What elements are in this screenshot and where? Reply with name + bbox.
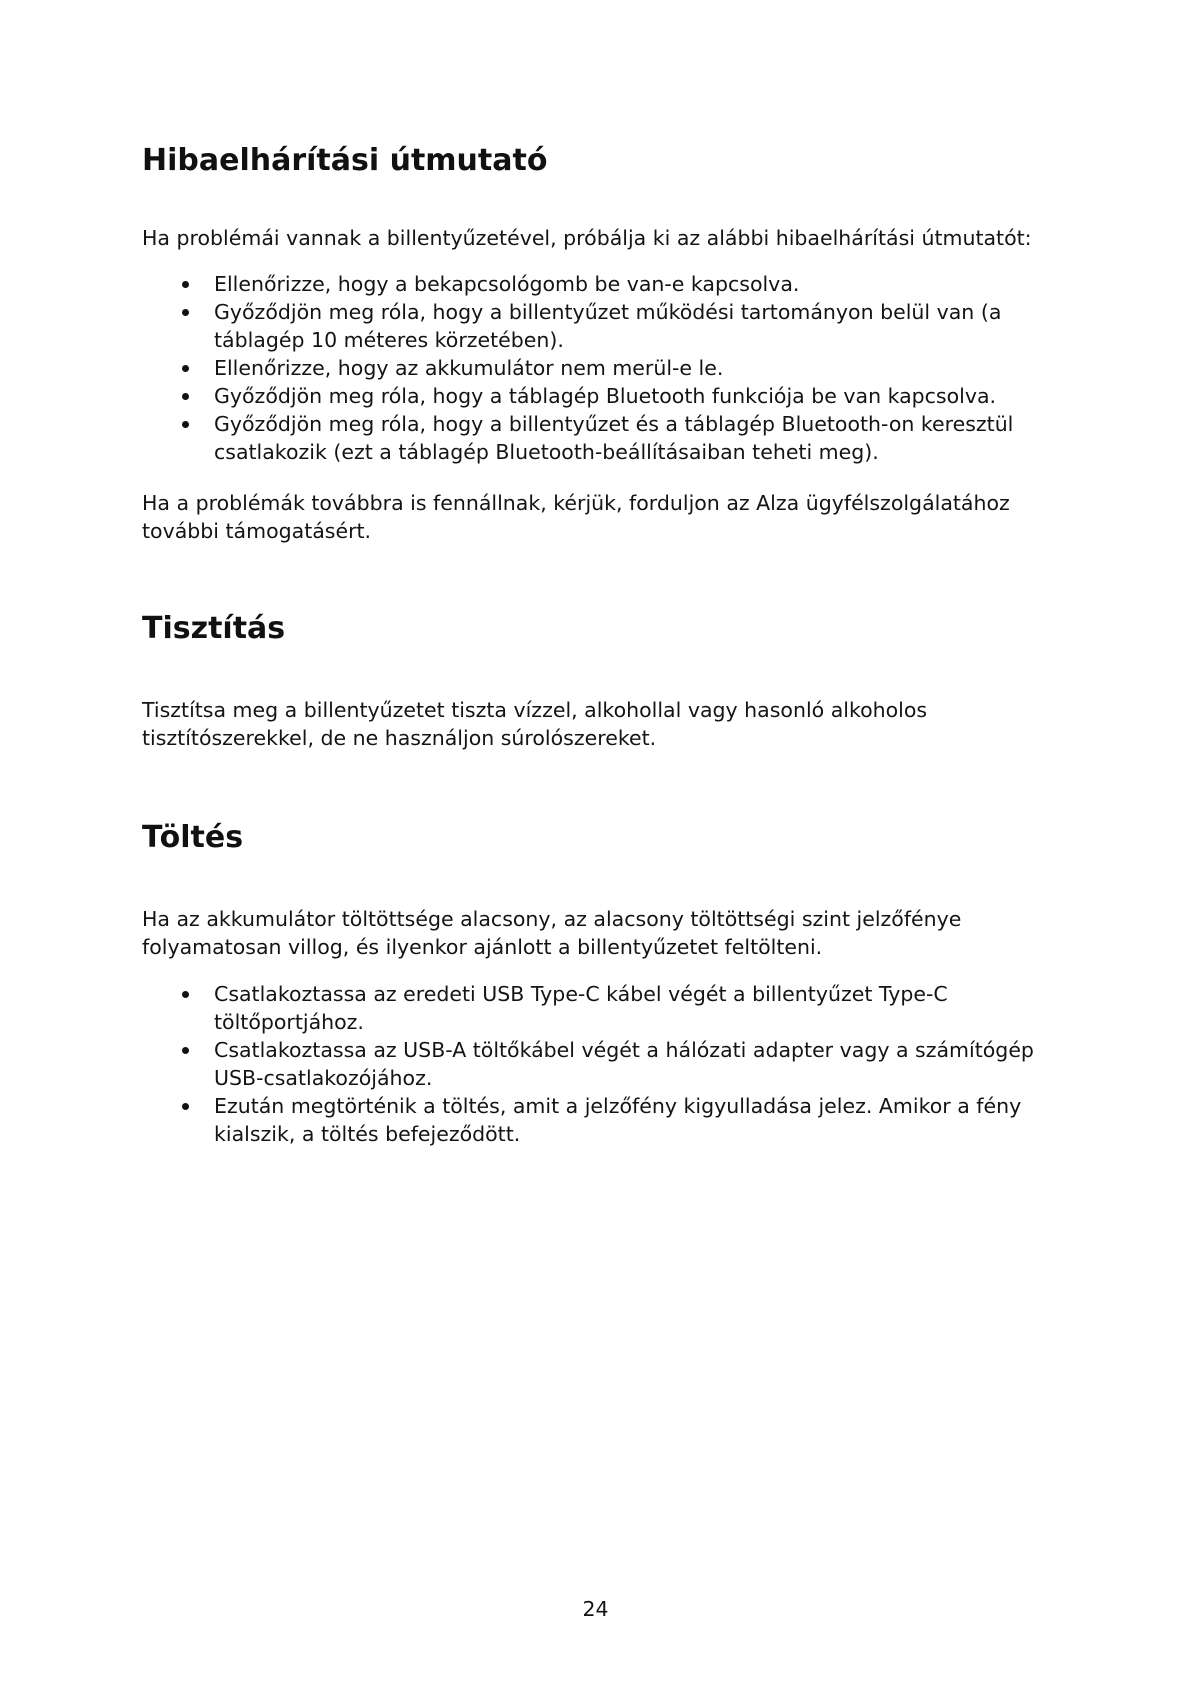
list-item (142, 354, 1042, 382)
list-item-text: Ezután megtörténik a töltés, amit a jelzőfény kigyulladása jelez. Amikor a fény kialszik, a töltés befejeződött. (214, 1094, 1022, 1146)
charging-intro: Ha az akkumulátor töltöttsége alacsony, az alacsony töltöttségi szint jelzőfénye folyamatosan villog, és ilyenkor ajánlott a billentyűzetet feltölteni. (142, 907, 962, 959)
troubleshooting-list (142, 270, 1042, 466)
troubleshooting-outro: Ha a problémák továbbra is fennállnak, kérjük, forduljon az Alza ügyfélszolgálatához további támogatásért. (142, 491, 1010, 543)
list-item-text: Csatlakoztassa az eredeti USB Type-C kábel végét a billentyűzet Type-C töltőportjához. (214, 982, 948, 1034)
bullet-icon (182, 1047, 189, 1054)
list-item (142, 382, 1042, 410)
list-item-text: Győződjön meg róla, hogy a táblagép Bluetooth funkciója be van kapcsolva. (214, 384, 997, 408)
bullet-icon (182, 1103, 189, 1110)
list-item (142, 270, 1042, 298)
charging-heading: Töltés (142, 820, 244, 855)
list-item-text: Ellenőrizze, hogy a bekapcsológomb be van-e kapcsolva. (214, 272, 800, 296)
cleaning-heading: Tisztítás (142, 611, 286, 646)
charging-list (142, 980, 1042, 1148)
list-item (142, 1036, 1042, 1092)
bullet-icon (182, 281, 189, 288)
list-item (142, 980, 1042, 1036)
list-item-text: Győződjön meg róla, hogy a billentyűzet és a táblagép Bluetooth-on keresztül csatlakozik (ezt a táblagép Bluetooth-beállításaiban teheti meg). (214, 412, 1014, 464)
list-item-text: Ellenőrizze, hogy az akkumulátor nem merül-e le. (214, 356, 724, 380)
bullet-icon (182, 393, 189, 400)
list-item (142, 298, 1042, 354)
bullet-icon (182, 991, 189, 998)
list-item (142, 410, 1042, 466)
troubleshooting-intro: Ha problémái vannak a billentyűzetével, próbálja ki az alábbi hibaelhárítási útmutatót: (142, 226, 1032, 250)
troubleshooting-heading: Hibaelhárítási útmutató (142, 143, 548, 178)
list-item-text: Győződjön meg róla, hogy a billentyűzet működési tartományon belül van (a táblagép 10 méteres körzetében). (214, 300, 1002, 352)
bullet-icon (182, 365, 189, 372)
bullet-icon (182, 309, 189, 316)
list-item-text: Csatlakoztassa az USB-A töltőkábel végét a hálózati adapter vagy a számítógép USB-csatlakozójához. (214, 1038, 1034, 1090)
list-item (142, 1092, 1042, 1148)
page-number: 24 (582, 1597, 609, 1621)
bullet-icon (182, 421, 189, 428)
cleaning-text: Tisztítsa meg a billentyűzetet tiszta vízzel, alkohollal vagy hasonló alkoholos tisztítószerekkel, de ne használjon súrolószereket. (142, 698, 928, 750)
